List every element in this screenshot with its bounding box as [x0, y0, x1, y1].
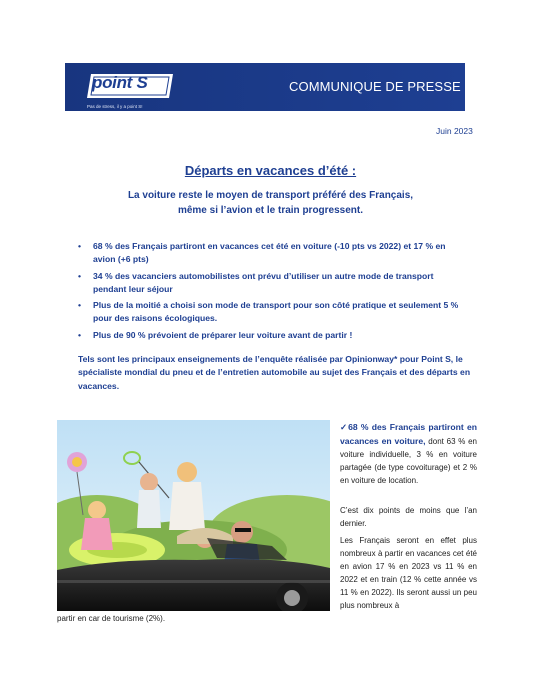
- list-item: • Plus de 90 % prévoient de préparer leur voiture avant de partir !: [78, 329, 468, 342]
- list-item: • Plus de la moitié a choisi son mode de transport pour son côté pratique et seulement 5 % pour des raisons écologiques.: [78, 299, 468, 325]
- logo-tagline: Pas de stress, il y a point S!: [87, 104, 143, 109]
- page-title: Départs en vacances d’été :: [184, 163, 357, 178]
- section-3-paragraph: Les Français seront en effet plus nombreux à partir en vacances cet été en avion 17 % en 2023 vs 11 % en 2022 et en train (12 % cette année vs 11 % en 2022). Ils seront aussi un peu plus nombreux à: [340, 536, 477, 610]
- section-3-tail: partir en car de tourisme (2%).: [57, 614, 166, 623]
- header-banner: [65, 63, 465, 111]
- section-2-paragraph: C’est dix points de moins que l’an dernier.: [340, 506, 477, 528]
- intro-paragraph: Tels sont les principaux enseignements de l’enquête réalisée par Opinionway* pour Point S, le spécialiste mondial du pneu et de l’entretien automobile au sujet des Français et des départs en vacances.: [78, 354, 471, 391]
- section-1-highlight: 68 % des Français partiront en vacances en voiture,: [340, 422, 477, 446]
- family-car-photo: [57, 420, 330, 611]
- subtitle-line-1: La voiture reste le moyen de transport préféré des Français,: [127, 190, 414, 201]
- list-item: • 68 % des Français partiront en vacances cet été en voiture (-10 pts vs 2022) et 17 % en avion (+6 pts): [78, 240, 468, 266]
- logo-text: point S: [92, 73, 148, 92]
- subtitle-line-2: même si l’avion et le train progressent.: [177, 205, 364, 216]
- section-1-paragraph: [340, 421, 477, 488]
- date: Juin 2023: [436, 126, 473, 136]
- list-item: • 34 % des vacanciers automobilistes ont prévu d’utiliser un autre mode de transport pendant leur séjour: [78, 270, 468, 296]
- banner-title: COMMUNIQUE DE PRESSE: [289, 79, 461, 94]
- check-icon: ✓: [340, 422, 349, 432]
- key-findings-list: [78, 240, 468, 345]
- section-1-text: dont 63 % en voiture individuelle, 3 % en voiture partagée (de type covoiturage) et 2 % en voiture de location.: [340, 436, 477, 485]
